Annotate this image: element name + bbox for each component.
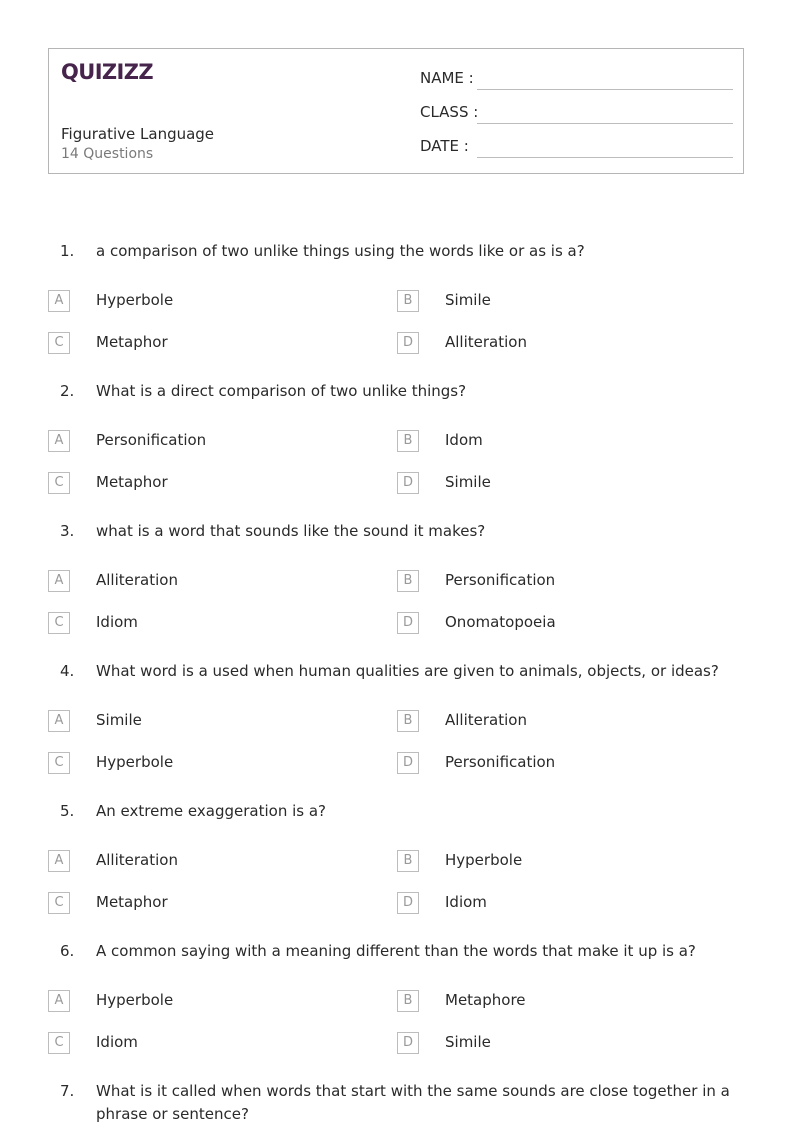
option-b-text: Personification [445, 571, 556, 589]
option-d-text: Simile [445, 1033, 491, 1051]
option-a-box[interactable]: A [48, 430, 70, 452]
option-c-box[interactable]: C [48, 752, 70, 774]
question-text: An extreme exaggeration is a? [96, 802, 327, 820]
question-text: a comparison of two unlike things using the words like or as is a? [96, 242, 585, 260]
option-d-box[interactable]: D [397, 752, 419, 774]
option-b-box[interactable]: B [397, 290, 419, 312]
option-a-box[interactable]: A [48, 850, 70, 872]
option-b-box[interactable]: B [397, 850, 419, 872]
option-a-text: Simile [96, 711, 142, 729]
option-a-text: Hyperbole [96, 991, 174, 1009]
option-d-text: Onomatopoeia [445, 613, 556, 631]
option-d-text: Alliteration [445, 333, 527, 351]
option-d-text: Simile [445, 473, 491, 491]
option-c-text: Metaphor [96, 893, 168, 911]
option-c-box[interactable]: C [48, 892, 70, 914]
svg-text:QUIZIZZ: QUIZIZZ [61, 60, 153, 84]
option-b-box[interactable]: B [397, 570, 419, 592]
question-number: 2. [60, 382, 75, 400]
option-c-text: Idiom [96, 1033, 138, 1051]
option-d-box[interactable]: D [397, 1032, 419, 1054]
option-a-text: Personification [96, 431, 207, 449]
question-text: What is a direct comparison of two unlike things? [96, 382, 467, 400]
question-number: 6. [60, 942, 75, 960]
option-a-text: Alliteration [96, 571, 178, 589]
option-a-box[interactable]: A [48, 290, 70, 312]
question-text: What is it called when words that start with the same sounds are close together in a phrase or sentence? [96, 1082, 730, 1123]
option-a-box[interactable]: A [48, 990, 70, 1012]
option-c-box[interactable]: C [48, 332, 70, 354]
option-a-box[interactable]: A [48, 570, 70, 592]
option-b-box[interactable]: B [397, 990, 419, 1012]
option-c-box[interactable]: C [48, 1032, 70, 1054]
question-count: 14 Questions [61, 146, 154, 162]
option-d-box[interactable]: D [397, 332, 419, 354]
option-b-box[interactable]: B [397, 710, 419, 732]
option-d-text: Personification [445, 753, 556, 771]
option-a-text: Hyperbole [96, 291, 174, 309]
class-label: CLASS : [420, 103, 479, 121]
option-b-box[interactable]: B [397, 430, 419, 452]
question-number: 1. [60, 242, 75, 260]
option-c-text: Metaphor [96, 473, 168, 491]
option-c-text: Idiom [96, 613, 138, 631]
question-number: 3. [60, 522, 75, 540]
option-b-text: Hyperbole [445, 851, 523, 869]
option-a-box[interactable]: A [48, 710, 70, 732]
option-b-text: Simile [445, 291, 491, 309]
question-number: 5. [60, 802, 75, 820]
question-text: What word is a used when human qualities are given to animals, objects, or ideas? [96, 662, 719, 680]
question-number: 7. [60, 1082, 75, 1100]
option-d-text: Idiom [445, 893, 487, 911]
option-a-text: Alliteration [96, 851, 178, 869]
option-c-box[interactable]: C [48, 612, 70, 634]
option-c-box[interactable]: C [48, 472, 70, 494]
option-b-text: Metaphore [445, 991, 526, 1009]
option-b-text: Idom [445, 431, 483, 449]
question-text: A common saying with a meaning different than the words that make it up is a? [96, 942, 696, 960]
question-number: 4. [60, 662, 75, 680]
option-d-box[interactable]: D [397, 892, 419, 914]
worksheet-title: Figurative Language [61, 125, 215, 143]
name-label: NAME : [420, 69, 474, 87]
option-b-text: Alliteration [445, 711, 527, 729]
option-d-box[interactable]: D [397, 612, 419, 634]
question-text: what is a word that sounds like the sound it makes? [96, 522, 486, 540]
option-d-box[interactable]: D [397, 472, 419, 494]
option-c-text: Metaphor [96, 333, 168, 351]
date-label: DATE : [420, 137, 469, 155]
option-c-text: Hyperbole [96, 753, 174, 771]
